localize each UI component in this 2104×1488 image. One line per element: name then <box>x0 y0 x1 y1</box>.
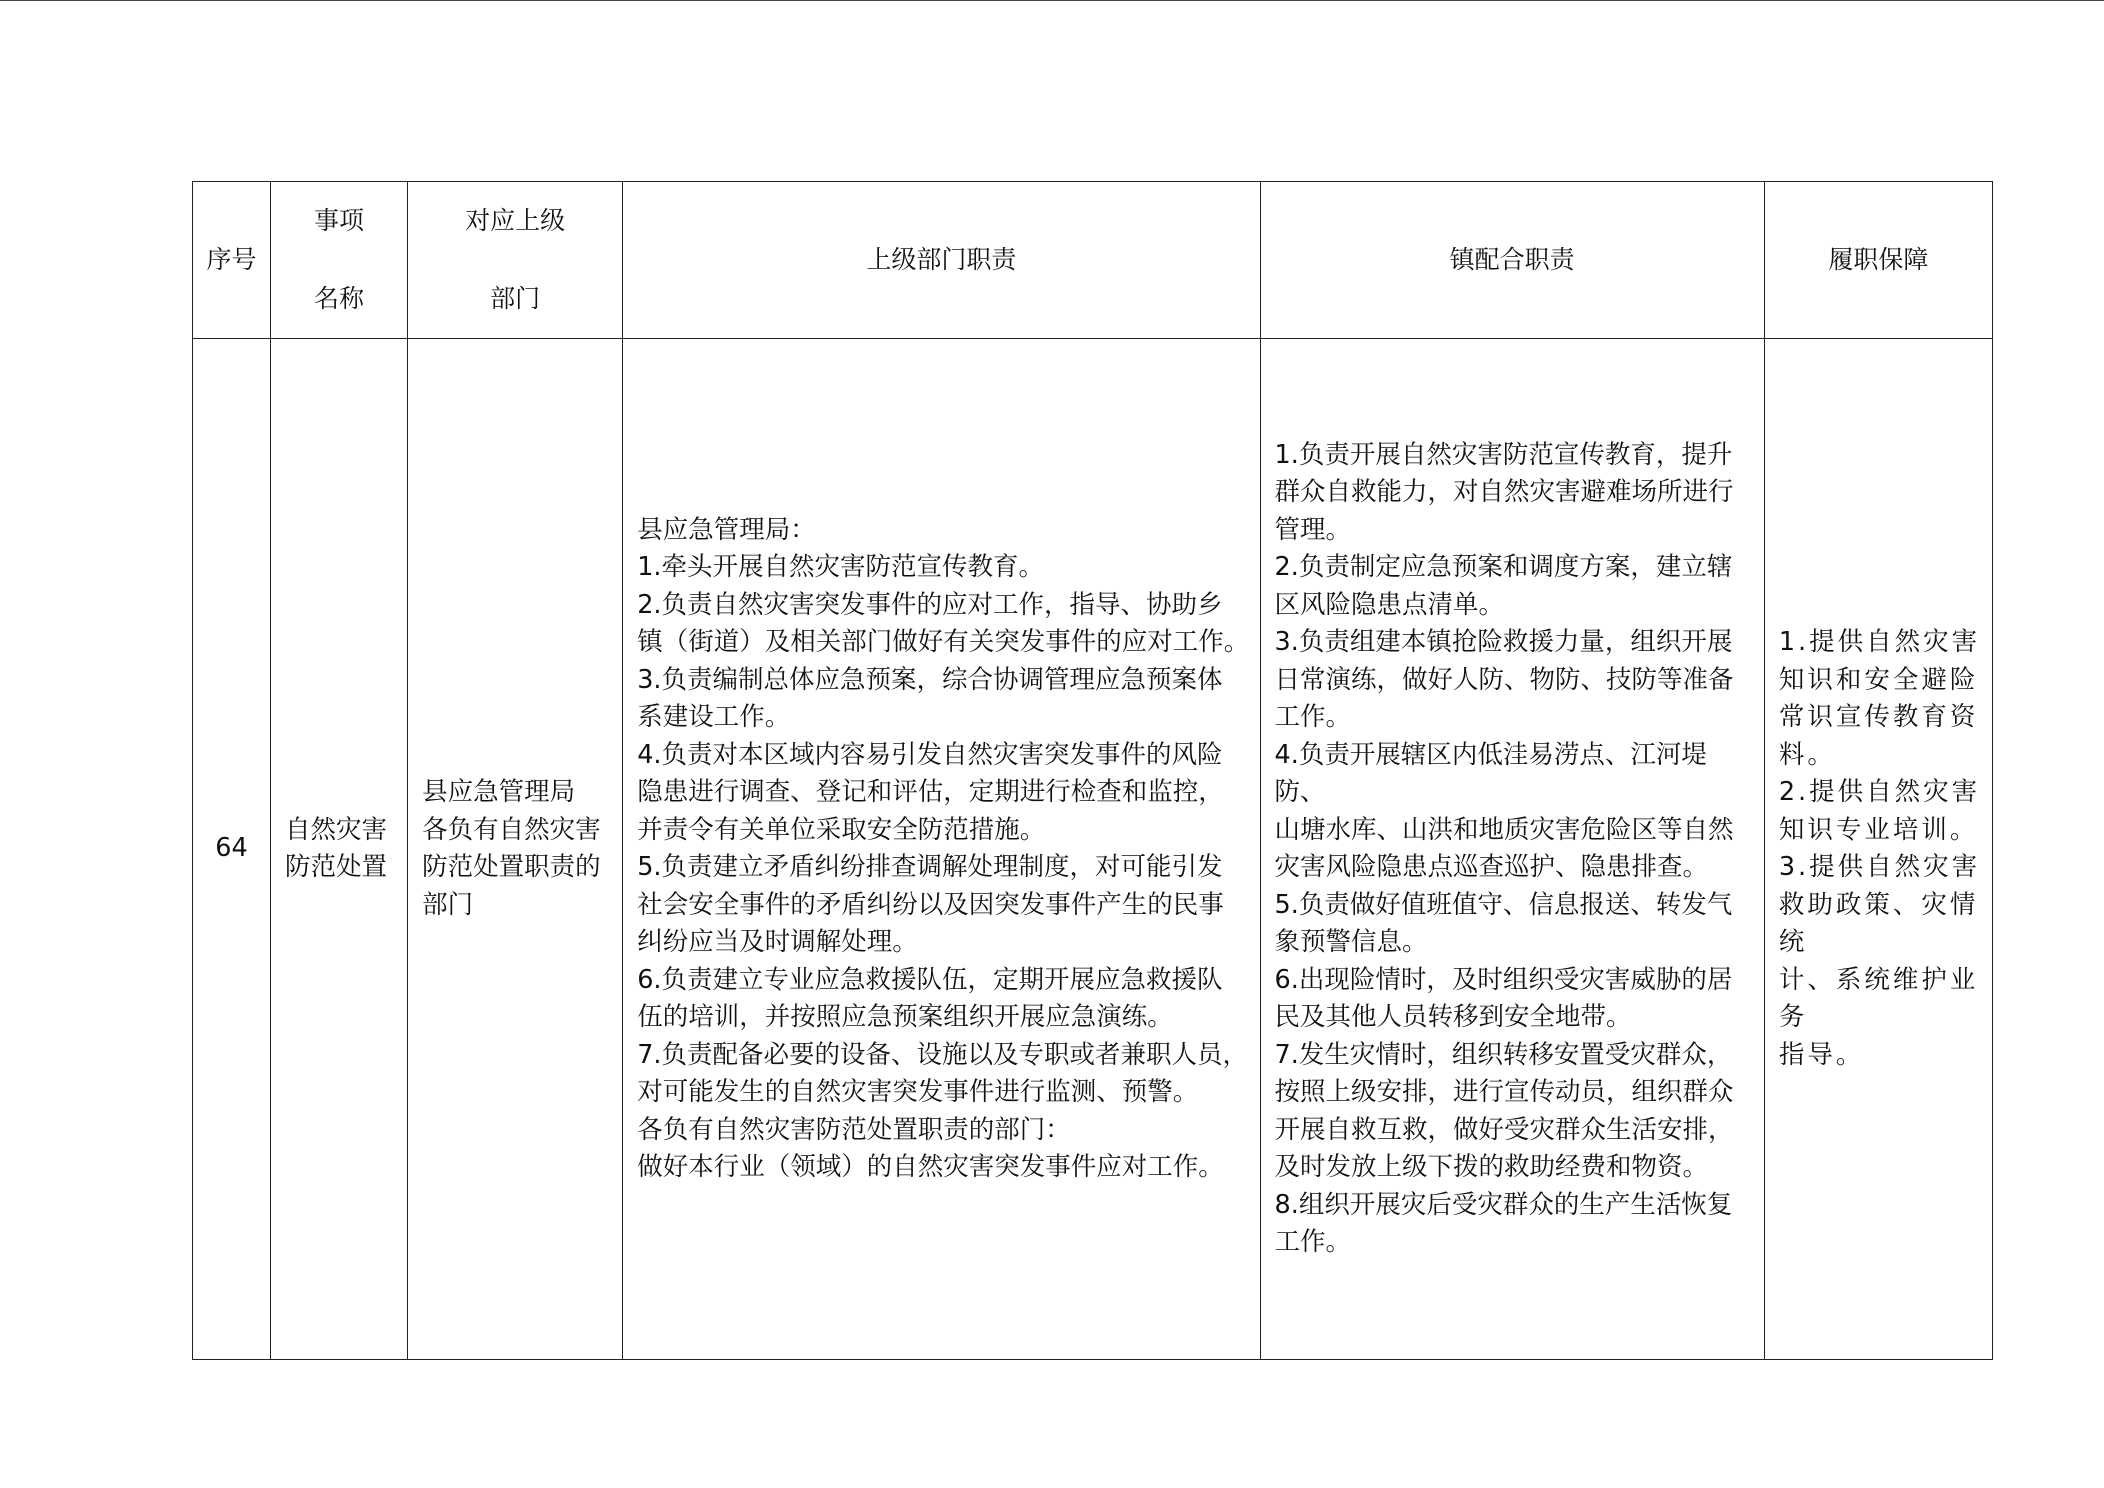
header-guarantee <box>1764 182 1992 339</box>
guarantee-line: 常识宣传教育资 <box>1778 702 1979 732</box>
row-serial <box>193 339 271 1360</box>
row-guarantee <box>1764 339 1992 1360</box>
header-item-name <box>271 182 408 339</box>
row-dept-line: 各负有自然灾害 <box>422 814 601 845</box>
town-duty-line: 群众自救能力，对自然灾害避难场所进行 <box>1274 477 1734 507</box>
guarantee-line: 知识专业培训。 <box>1778 814 1979 845</box>
upper-duty-line: 6.负责建立专业应急救援队伍，定期开展应急救援队 <box>637 964 1223 995</box>
town-duty-line: 工作。 <box>1274 1227 1352 1257</box>
row-dept-line: 防范处置职责的 <box>422 852 601 882</box>
town-duty-line: 民及其他人员转移到安全地带。 <box>1274 1002 1632 1032</box>
upper-duty-line: 纠纷应当及时调解处理。 <box>637 927 918 957</box>
table-row <box>193 339 1993 1360</box>
upper-duty-line: 对可能发生的自然灾害突发事件进行监测、预警。 <box>637 1077 1199 1107</box>
town-duty-line: 管理。 <box>1274 514 1352 545</box>
guarantee-line: 料。 <box>1778 739 1836 770</box>
upper-duty-line: 隐患进行调查、登记和评估，定期进行检查和监控， <box>637 777 1224 807</box>
town-duty-line: 5.负责做好值班值守、信息报送、转发气 <box>1274 889 1733 920</box>
row-dept-line: 县应急管理局 <box>422 777 576 807</box>
town-duty-line: 8.组织开展灾后受灾群众的生产生活恢复 <box>1274 1189 1733 1220</box>
header-serial-text: 序号 <box>206 245 257 274</box>
upper-duty-line: 4.负责对本区域内容易引发自然灾害突发事件的风险 <box>637 739 1223 770</box>
header-upper-duty <box>623 182 1260 339</box>
row-dept <box>408 339 623 1360</box>
upper-duty-line: 并责令有关单位采取安全防范措施。 <box>637 814 1046 845</box>
guarantee-line: 知识和安全避险 <box>1778 664 1979 695</box>
row-upper-duty <box>623 339 1260 1360</box>
header-town-duty-text: 镇配合职责 <box>1449 245 1575 274</box>
upper-duty-line: 系建设工作。 <box>637 702 791 732</box>
town-duty-line: 开展自救互救，做好受灾群众生活安排， <box>1274 1114 1734 1145</box>
header-row <box>193 182 1993 339</box>
header-serial <box>193 182 271 339</box>
header-dept <box>408 182 623 339</box>
row-town-duty <box>1260 339 1764 1360</box>
town-duty-line: 区风险隐患点清单。 <box>1274 589 1505 620</box>
header-dept-line2: 部门 <box>490 284 541 313</box>
town-duty-line: 按照上级安排，进行宣传动员，组织群众 <box>1274 1077 1734 1107</box>
row-serial-text: 64 <box>215 833 248 864</box>
town-duty-line: 及时发放上级下拨的救助经费和物资。 <box>1274 1152 1709 1182</box>
town-duty-line: 4.负责开展辖区内低洼易涝点、江河堤防、 <box>1274 739 1707 807</box>
upper-duty-line: 伍的培训，并按照应急预案组织开展应急演练。 <box>637 1002 1173 1032</box>
header-item-name-line2: 名称 <box>314 284 365 313</box>
town-duty-line: 山塘水库、山洪和地质灾害危险区等自然 <box>1274 814 1734 845</box>
town-duty-line: 1.负责开展自然灾害防范宣传教育，提升 <box>1274 439 1733 470</box>
guarantee-line: 2.提供自然灾害 <box>1778 777 1981 807</box>
header-guarantee-text: 履职保障 <box>1828 245 1929 274</box>
town-duty-line: 6.出现险情时，及时组织受灾害威胁的居 <box>1274 964 1733 995</box>
row-item-name-line: 防范处置 <box>285 852 388 882</box>
upper-duty-line: 2.负责自然灾害突发事件的应对工作，指导、协助乡 <box>637 589 1223 620</box>
upper-duty-line: 县应急管理局： <box>637 514 816 545</box>
town-duty-line: 3.负责组建本镇抢险救援力量，组织开展 <box>1274 627 1733 657</box>
upper-duty-line: 做好本行业（领域）的自然灾害突发事件应对工作。 <box>637 1152 1224 1182</box>
town-duty-line: 灾害风险隐患点巡查巡护、隐患排查。 <box>1274 852 1709 882</box>
guarantee-line: 指导。 <box>1778 1039 1865 1070</box>
upper-duty-line: 7.负责配备必要的设备、设施以及专职或者兼职人员， <box>637 1039 1249 1070</box>
header-town-duty <box>1260 182 1764 339</box>
page-top-border <box>0 0 2104 1</box>
row-item-name <box>271 339 408 1360</box>
upper-duty-line: 各负有自然灾害防范处置职责的部门： <box>637 1114 1071 1145</box>
upper-duty-line: 5.负责建立矛盾纠纷排查调解处理制度，对可能引发 <box>637 852 1223 882</box>
header-upper-duty-text: 上级部门职责 <box>866 245 1017 274</box>
town-duty-line: 象预警信息。 <box>1274 927 1428 957</box>
header-dept-line1: 对应上级 <box>465 206 566 235</box>
header-item-name-line1: 事项 <box>314 206 365 235</box>
guarantee-line: 1.提供自然灾害 <box>1778 627 1981 657</box>
town-duty-line: 7.发生灾情时，组织转移安置受灾群众， <box>1274 1039 1733 1070</box>
upper-duty-line: 3.负责编制总体应急预案，综合协调管理应急预案体 <box>637 664 1223 695</box>
guarantee-line: 计、系统维护业务 <box>1778 964 1979 1032</box>
upper-duty-line: 1.牵头开展自然灾害防范宣传教育。 <box>637 552 1045 582</box>
row-dept-line: 部门 <box>422 889 474 920</box>
town-duty-line: 2.负责制定应急预案和调度方案，建立辖 <box>1274 552 1733 582</box>
row-item-name-line: 自然灾害 <box>285 814 388 845</box>
town-duty-line: 日常演练，做好人防、物防、技防等准备 <box>1274 664 1734 695</box>
duty-table <box>192 181 1993 1360</box>
guarantee-line: 3.提供自然灾害 <box>1778 852 1981 882</box>
upper-duty-line: 社会安全事件的矛盾纠纷以及因突发事件产生的民事 <box>637 889 1224 920</box>
upper-duty-line: 镇（街道）及相关部门做好有关突发事件的应对工作。 <box>637 627 1250 657</box>
town-duty-line: 工作。 <box>1274 702 1352 732</box>
guarantee-line: 救助政策、灾情统 <box>1778 889 1979 957</box>
